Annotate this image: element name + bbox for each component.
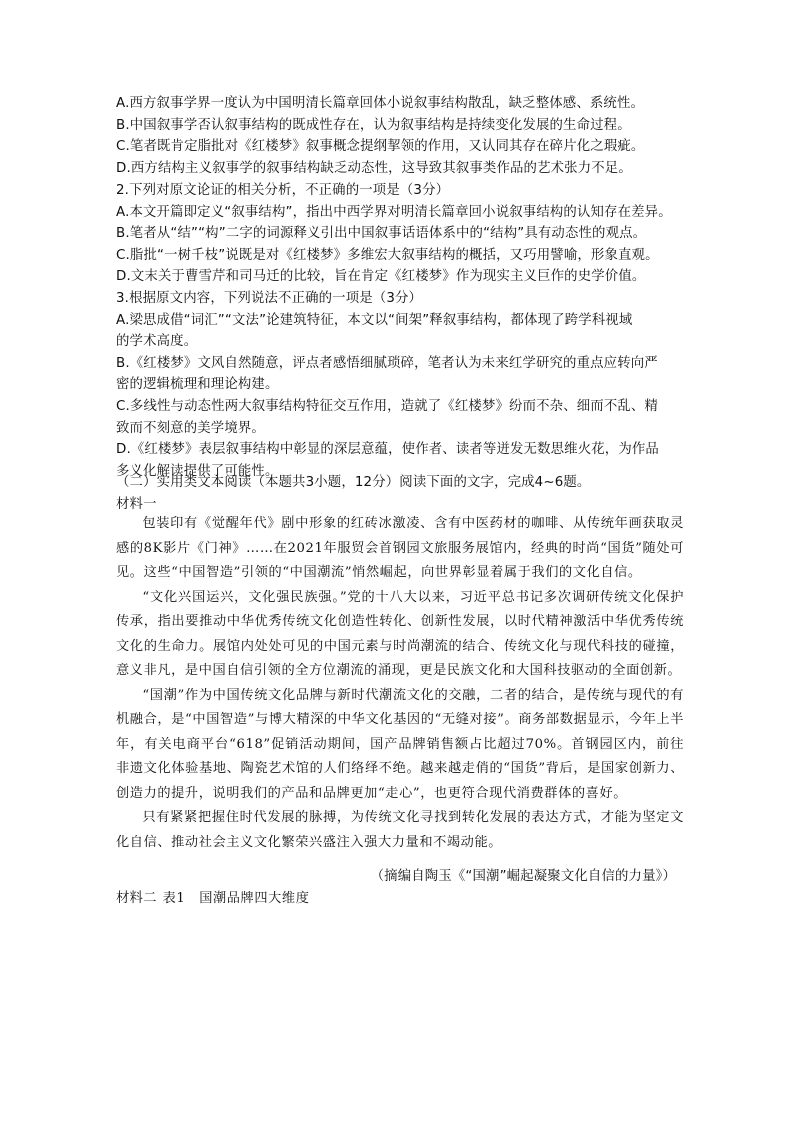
q3-option-d-line1: D.《红楼梦》表层叙事结构中彰显的深层意蕴，使作者、读者等迸发无数思维火花，为作品 (116, 442, 659, 458)
source-citation: （摘编自陶玉《“国潮”崛起凝聚文化自信的力量》） (370, 869, 676, 884)
q3-option-b-line2: 密的逻辑梳理和理论构建。 (116, 377, 279, 393)
material-1-label: 材料一 (116, 496, 157, 512)
material-1-paragraph: 只有紧紧把握住时代发展的脉搏，为传统文化寻找到转化发展的表达方式，才能为坚定文化自信、推动社会主义文化繁荣兴盛注入强大力量和不竭动能。 (116, 810, 684, 850)
material-2 (116, 888, 682, 910)
q3-option-b-line1: B.《红楼梦》文风自然随意，评点者感悟细腻琐碎，笔者认为未来红学研究的重点应转向严 (116, 355, 658, 371)
q3-option-c-line2: 致而不刻意的美学境界。 (116, 420, 265, 436)
q2-option-a: A.本文开篇即定义“叙事结构”，指出中西学界对明清长篇章回小说叙事结构的认知存在差异。 (116, 204, 672, 220)
q3-option-a-line1: A.梁思成借“词汇”“文法”论建筑特征，本文以“间架”释叙事结构，都体现了跨学科视域 (116, 312, 633, 328)
question-3 (116, 288, 682, 482)
material-1-source (116, 866, 676, 888)
q2-stem: 2.下列对原文论证的相关分析，不正确的一项是（3分） (116, 183, 450, 198)
question-2 (116, 180, 682, 288)
q3-option-d-line2: 多义化解读提供了可能性。 (116, 463, 279, 479)
section-2-heading: （二）实用类文本阅读（本题共3小题，12分）阅读下面的文字，完成4~6题。 (116, 475, 591, 490)
q3-option-a-line2: 的学术高度。 (116, 334, 198, 350)
material-1-paragraph: “文化兴国运兴，文化强民族强。”党的十八大以来，习近平总书记多次调研传统文化保护传承，指出要推动中华优秀传统文化创造性转化、创新性发展，以时代精神激活中华优秀传统文化的生命力。展馆内处处可见的中国元素与时尚潮流的结合、传统文化与现代科技的碰撞，意义非凡，是中国自信引领的全方位潮流的涌现，更是民族文化和大国科技驱动的全面创新。 (116, 589, 684, 678)
material-1-paragraph: “国潮”作为中国传统文化品牌与新时代潮流文化的交融，二者的结合，是传统与现代的有机融合，是“中国智造”与博大精深的中华文化基因的“无缝对接”。商务部数据显示，今年上半年，有关电商平台“618”促销活动期间，国产品牌销售额占比超过70%。首钢园区内，前往非遗文化体验基地、陶瓷艺术馆的人们络绎不绝。越来越走俏的“国货”背后，是国家创新力、创造力的提升，说明我们的产品和品牌更加“走心”，也更符合现代消费群体的喜好。 (116, 687, 684, 801)
table-caption: 表1 国潮品牌四大维度 (162, 891, 310, 906)
material-1-body (116, 512, 684, 855)
q1-option-c: C.笔者既肯定脂批对《红楼梦》叙事概念提纲挈领的作用，又认同其存在碎片化之瑕疵。 (116, 139, 645, 155)
q2-option-d: D.文末关于曹雪芹和司马迁的比较，旨在肯定《红楼梦》作为现实主义巨作的史学价值。 (116, 269, 646, 285)
q3-option-c-line1: C.多线性与动态性两大叙事结构特征交互作用，造就了《红楼梦》纷而不杂、细而不乱、精 (116, 398, 658, 414)
q1-option-a: A.西方叙事学界一度认为中国明清长篇章回体小说叙事结构散乱，缺乏整体感、系统性。 (116, 96, 645, 111)
q2-option-c: C.脂批“一树千枝”说既是对《红楼梦》多维宏大叙事结构的概括，又巧用譬喻，形象直观。 (116, 247, 659, 263)
q2-option-b: B.笔者从“结”“构”二字的词源释义引出中国叙事话语体系中的“结构”具有动态性的观点。 (116, 226, 647, 242)
material-2-label: 材料二 (116, 891, 157, 906)
q1-options (116, 93, 682, 179)
q1-option-b: B.中国叙事学否认叙事结构的既成性存在，认为叙事结构是持续变化发展的生命过程。 (116, 117, 631, 133)
q3-stem: 3.根据原文内容，下列说法不正确的一项是（3分） (116, 291, 423, 306)
q1-option-d: D.西方结构主义叙事学的叙事结构缺乏动态性，这导致其叙事类作品的艺术张力不足。 (116, 160, 632, 176)
material-1-paragraph: 包装印有《觉醒年代》剧中形象的红砖冰激凌、含有中医药材的咖啡、从传统年画获取灵感的8K影片《门神》……在2021年服贸会首钢园文旅服务展馆内，经典的时尚“国货”随处可见。这些“中国智造”引领的“中国潮流”悄然崛起，向世界彰显着属于我们的文化自信。 (116, 516, 684, 580)
section-2 (116, 472, 682, 515)
